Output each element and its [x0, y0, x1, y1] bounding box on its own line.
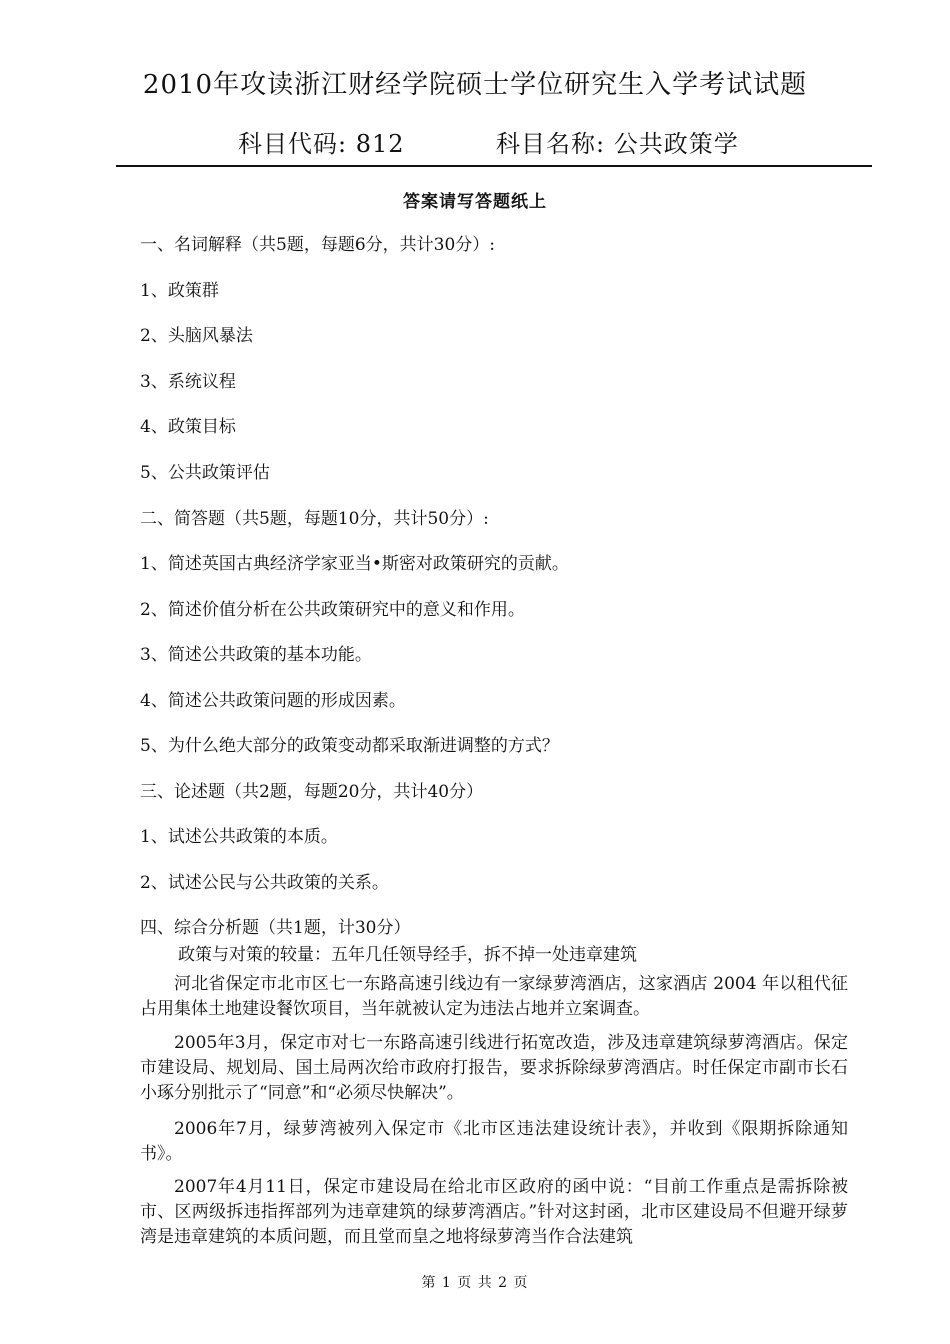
section-3-item: 2、试述公民与公共政策的关系。 — [140, 873, 389, 893]
section-2-item: 1、简述英国古典经济学家亚当•斯密对政策研究的贡献。 — [140, 554, 569, 574]
case-paragraph: 2007年4月11日，保定市建设局在给北市区政府的函中说：“目前工作重点是需拆除被市、区两级拆违指挥部列为违章建筑的绿萝湾酒店。”针对这封函，北市区建设局不但避开绿萝湾是违章建筑的本质问题，而且堂而皇之地将绿萝湾当作合法建筑 — [140, 1177, 848, 1247]
answer-notice: 答案请写答题纸上 — [403, 192, 547, 212]
page-number: 第 1 页 共 2 页 — [421, 1275, 529, 1291]
section-3-heading: 三、论述题（共2题，每题20分，共计40分） — [140, 782, 484, 802]
section-2-item: 4、简述公共政策问题的形成因素。 — [140, 691, 406, 711]
header-divider — [116, 165, 872, 167]
section-2-item: 2、简述价值分析在公共政策研究中的意义和作用。 — [140, 600, 525, 620]
section-1-item: 2、头脑风暴法 — [140, 326, 253, 346]
section-1-item: 1、政策群 — [140, 281, 219, 301]
case-title: 政策与对策的较量：五年几任领导经手，拆不掉一处违章建筑 — [178, 945, 637, 965]
section-1-item: 3、系统议程 — [140, 372, 236, 392]
case-paragraph: 2005年3月，保定市对七一东路高速引线进行拓宽改造，涉及违章建筑绿萝湾酒店。保定市建设局、规划局、国土局两次给市政府打报告，要求拆除绿萝湾酒店。时任保定市副市长石小琢分别批示了“同意”和“必须尽快解决”。 — [140, 1033, 848, 1103]
subject-name: 科目名称: 公共政策学 — [496, 130, 739, 158]
exam-title: 2010年攻读浙江财经学院硕士学位研究生入学考试试题 — [142, 70, 808, 100]
section-4-heading: 四、综合分析题（共1题，计30分） — [140, 918, 411, 938]
section-2-item: 5、为什么绝大部分的政策变动都采取渐进调整的方式？ — [140, 736, 559, 756]
section-3-item: 1、试述公共政策的本质。 — [140, 827, 338, 847]
section-1-item: 5、公共政策评估 — [140, 463, 270, 483]
section-1-item: 4、政策目标 — [140, 417, 236, 437]
section-1-heading: 一、名词解释（共5题，每题6分，共计30分）: — [140, 235, 495, 255]
case-paragraph: 河北省保定市北市区七一东路高速引线边有一家绿萝湾酒店，这家酒店 2004 年以租代征占用集体土地建设餐饮项目，当年就被认定为违法占地并立案调查。 — [140, 974, 848, 1019]
subject-code: 科目代码: 812 — [238, 130, 405, 158]
section-2-heading: 二、简答题（共5题，每题10分，共计50分）: — [140, 509, 489, 529]
section-2-item: 3、简述公共政策的基本功能。 — [140, 645, 372, 665]
case-paragraph: 2006年7月，绿萝湾被列入保定市《北市区违法建设统计表》，并收到《限期拆除通知书》。 — [140, 1119, 848, 1164]
